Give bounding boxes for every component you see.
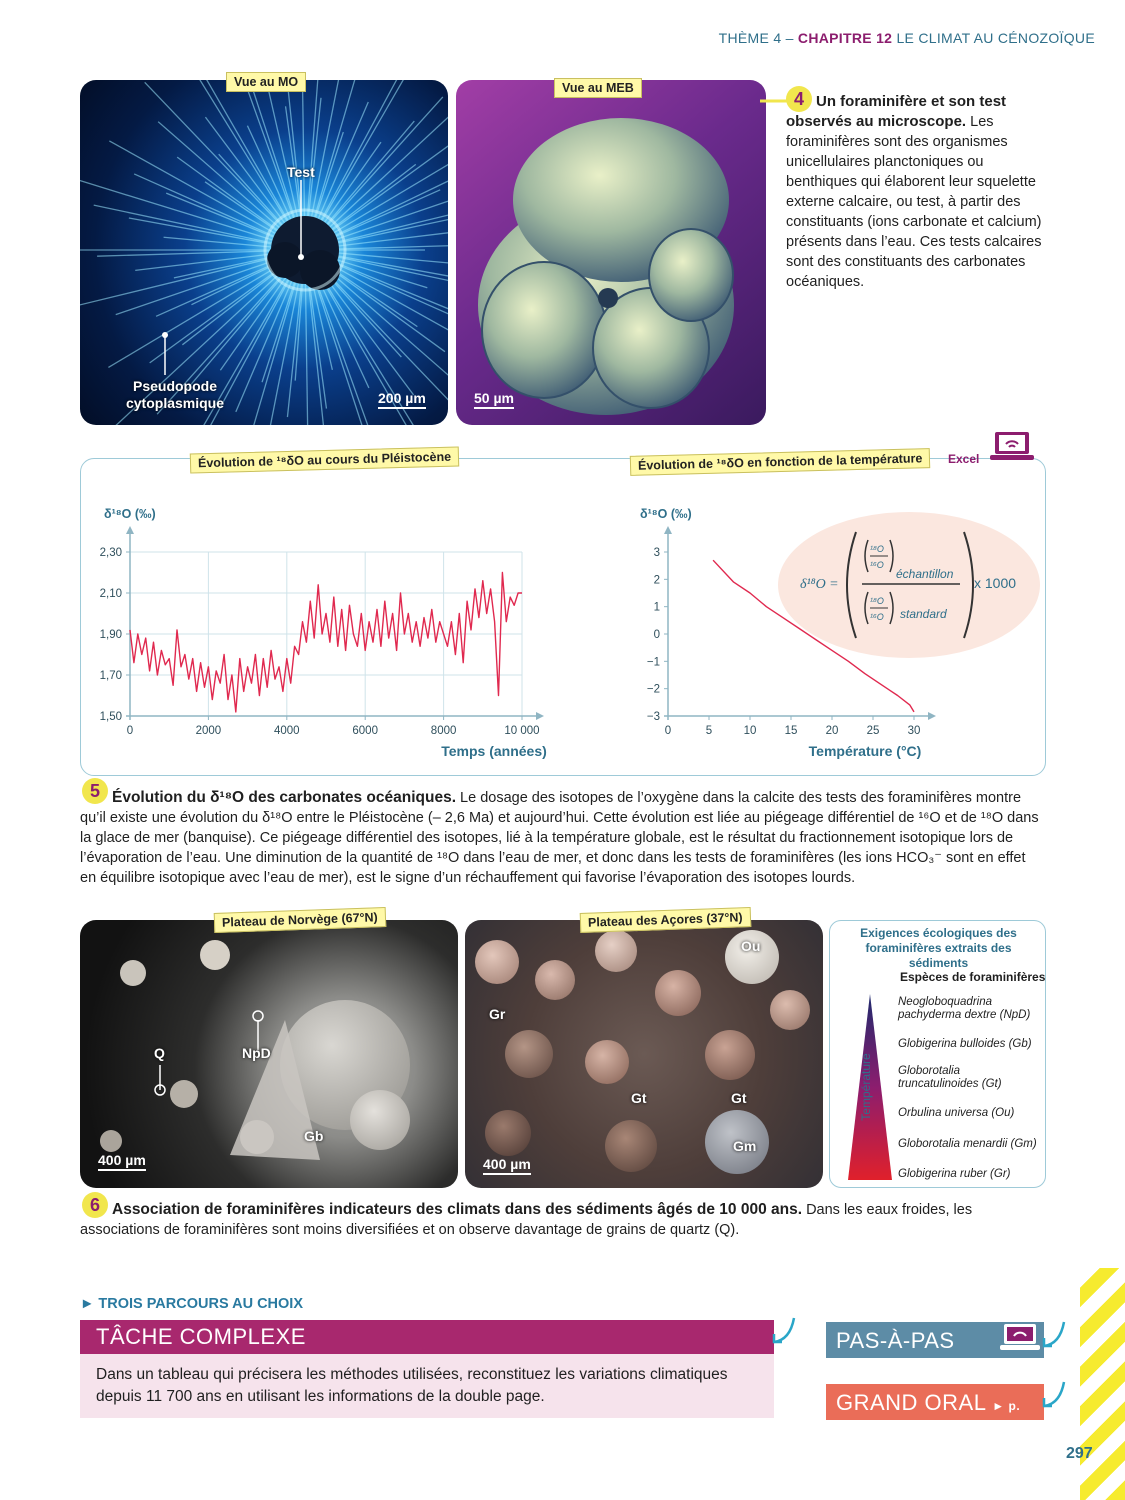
decorative-stripes [1080,1268,1125,1500]
y-tick-label: 2 [653,574,660,587]
x-axis-arrow [928,712,936,720]
arrow-icon [770,1312,800,1348]
label-gb: Gb [304,1128,324,1144]
formula-bubble [778,512,1040,658]
x-tick-label: 15 [784,725,798,737]
grand-oral-button[interactable] [826,1384,1044,1454]
svg-text:standard: standard [900,607,947,621]
excel-link[interactable]: Excel [948,452,980,466]
species-gb: Globigerina bulloides (Gb) [898,1038,1032,1050]
chart1-title-tag: Évolution de ¹⁸δO au cours du Pléistocène [190,446,460,473]
tache-complexe-text: Dans un tableau qui précisera les méthodes utilisées, reconstituez les variations climatiques depuis 11 700 ans en utilisant les informations de la double page. [80,1354,774,1418]
label-gm: Gm [733,1138,757,1154]
label-pseudopode: Pseudopode cytoplasmique [125,378,225,411]
species-gt: Globorotalia truncatulinoides (Gt) [898,1065,1002,1090]
x-tick-label: 0 [664,725,672,737]
label-npd: NpD [242,1045,271,1061]
y-tick-label: −1 [646,656,660,669]
y-tick-label: 2,30 [99,547,122,559]
foraminifera-shell [456,80,766,425]
y-tick-label: 1,50 [99,711,122,723]
doc-number-6: 6 [82,1192,108,1218]
eco-title: Exigences écologiques des foraminifères extraits des sédiments [860,926,1017,970]
species-gr: Globigerina ruber (Gr) [898,1168,1011,1180]
label-q: Q [154,1045,165,1061]
svg-text:¹⁸O: ¹⁸O [870,596,884,606]
label-test: Test [287,164,315,180]
species-ou: Orbulina universa (Ou) [898,1107,1015,1119]
tag-vue-mo: Vue au MO [226,72,306,92]
eco-header: Espèces de foraminifères [900,970,1046,984]
chart2-title-tag: Évolution de ¹⁸δO en fonction de la température [630,448,931,476]
scale-bar-50: 50 µm [474,390,514,409]
doc5-title: Évolution du δ¹⁸O des carbonates océaniques. [112,789,457,806]
y-axis-label: δ¹⁸O (‰) [104,507,156,521]
chart-pleistocene [100,507,547,759]
svg-text:¹⁸O: ¹⁸O [870,544,884,554]
formula-svg [778,512,1040,658]
label-gt-2: Gt [731,1090,747,1106]
sediment-photo-acores [465,920,823,1188]
label-gr: Gr [489,1006,506,1022]
y-tick-label: 3 [653,547,660,559]
svg-text:¹⁶O: ¹⁶O [870,612,884,622]
chapter-label: CHAPITRE 12 [797,30,893,46]
species-gm: Globorotalia menardii (Gm) [898,1138,1037,1150]
svg-text:échantillon: échantillon [896,567,954,581]
doc6-caption [80,1200,1040,1240]
doc-number-5: 5 [82,778,108,804]
sediment-photo-norvege [80,920,458,1188]
grand-oral-page-ref[interactable]: ► p. 309 [836,1399,1021,1454]
svg-text:x 1000: x 1000 [974,575,1017,591]
arrow-icon [1040,1376,1070,1412]
doc6-body: Dans les eaux froides, les associations de foraminifères sont moins diversifiées et on observe davantage de grains de quartz (Q). [80,1202,973,1238]
scale-bar-200: 200 µm [378,390,426,409]
x-tick-label: 4000 [274,725,300,737]
label-ou: Ou [741,938,761,954]
svg-text:δ¹⁸O =: δ¹⁸O = [800,577,839,592]
y-axis-arrow [664,526,672,534]
doc6-title: Association de foraminifères indicateurs des climats dans des sédiments âgés de 10 000 ans. [112,1201,803,1218]
y-tick-label: 1 [653,601,660,614]
x-tick-label: 6000 [352,725,378,737]
chapter-title: LE CLIMAT AU CÉNOZOÏQUE [896,30,1095,46]
y-axis-arrow [126,526,134,534]
y-tick-label: 0 [653,629,660,641]
doc5-body: Le dosage des isotopes de l’oxygène dans la calcite des tests des foraminifères montre qu’il existe une évolution du δ¹⁸O entre le Pléistocène (– 2,6 Ma) et aujourd’hui. Cette évolution est liée au piégeage différentiel de ¹⁶O et de ¹⁸O dans la glace de mer (banquise). Ce piégeage différentiel des isotopes, lié à la température globale, est le résultat du fractionnement isotopique lors de l’évaporation de l’eau. Une diminution de la quantité de ¹⁸O dans l’eau de mer, et donc dans les tests de foraminifères (les ions HCO₃⁻ sont en effet en équilibre isotopique avec l’eau de mer), est le signe d’un réchauffement qui favorise l’évaporation des isotopes lourds. [80,790,1039,886]
x-tick-label: 10 [743,725,757,737]
pseudopod-rays [80,80,448,425]
x-axis-arrow [536,712,544,720]
tag-norvege: Plateau de Norvège (67°N) [214,907,386,933]
x-tick-label: 25 [866,725,880,737]
arrow-icon [1040,1316,1070,1352]
x-tick-label: 2000 [195,725,222,737]
y-tick-label: 2,10 [99,588,122,600]
doc4-title: Un foraminifère et son test observés au microscope. [786,93,1007,130]
tache-complexe-title[interactable]: TÂCHE COMPLEXE [80,1320,774,1354]
tag-vue-meb: Vue au MEB [554,78,642,98]
page-number: 297 [1066,1445,1093,1462]
x-tick-label: 0 [126,725,134,737]
temperature-axis-label: Température [859,1053,873,1121]
x-tick-label: 5 [705,725,713,737]
y-tick-label: 1,70 [99,670,122,682]
y-tick-label: −2 [646,683,660,696]
x-tick-label: 20 [825,725,839,737]
y-tick-label: 1,90 [99,629,122,641]
y-tick-label: −3 [646,711,660,723]
label-gt-1: Gt [631,1090,647,1106]
x-axis-label: Température (°C) [808,743,922,759]
species-npd: Neogloboquadrina pachyderma dextre (NpD) [898,996,1031,1021]
microscope-photo-mo [80,80,448,425]
chapter-header [700,30,1095,46]
x-tick-label: 8000 [430,725,457,737]
scale-bar-400-aco: 400 µm [483,1156,531,1175]
tag-acores: Plateau des Açores (37°N) [580,907,751,933]
x-axis-label: Temps (années) [441,743,547,759]
grand-oral-label: GRAND ORAL [836,1390,986,1415]
pas-a-pas-label: PAS-À-PAS [836,1328,955,1353]
x-tick-label: 10 000 [504,725,540,737]
y-axis-label: δ¹⁸O (‰) [640,507,692,521]
scale-bar-400-nor: 400 µm [98,1152,146,1171]
laptop-icon [1000,1322,1040,1354]
doc4-body: Les foraminifères sont des organismes unicellulaires planctoniques ou benthiques qui élaborent leur squelette externe calcaire, ou test, à partir des constituants (ions carbonate et calcium) présents dans l’eau. Ces tests calcaires sont des constituants des carbonates océaniques. [786,114,1042,290]
doc-number-4: 4 [786,86,812,112]
doc4-caption [786,92,1048,292]
doc5-caption [80,788,1040,888]
parcours-label: ► TROIS PARCOURS AU CHOIX [80,1296,304,1312]
microscope-photo-meb [456,80,766,425]
theme-label: THÈME 4 – [718,30,794,46]
svg-text:¹⁶O: ¹⁶O [870,560,884,570]
x-tick-label: 30 [907,725,921,737]
